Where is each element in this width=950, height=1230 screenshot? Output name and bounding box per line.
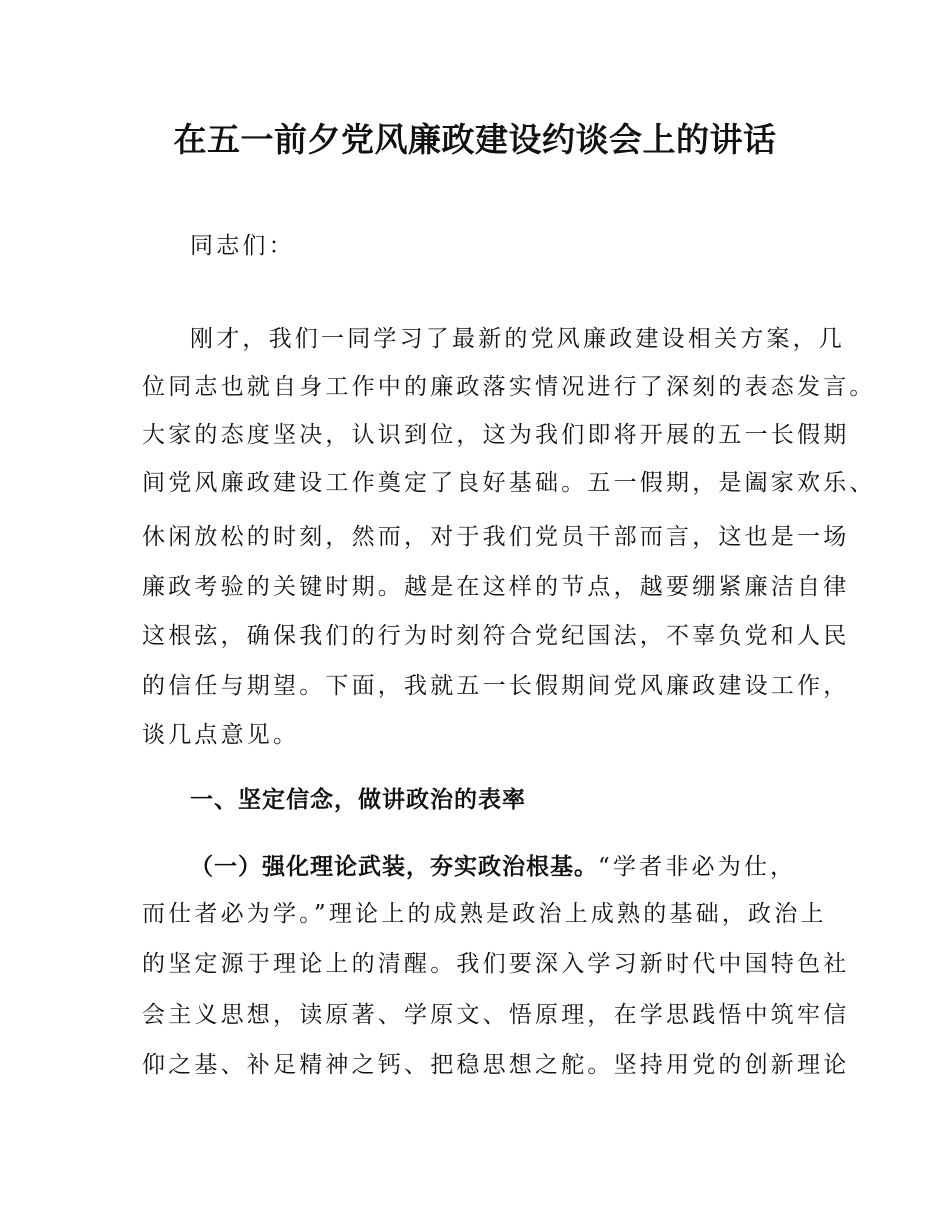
intro-line: 的信任与期望。下面，我就五一长假期间党风廉政建设工作，	[142, 673, 850, 699]
intro-line: 廉政考验的关键时期。越是在这样的节点，越要绷紧廉洁自律	[142, 574, 850, 600]
subsection-line: 的坚定源于理论上的清醒。我们要深入学习新时代中国特色社	[142, 951, 850, 977]
salutation: 同志们：	[190, 233, 295, 259]
section-heading: 一、坚定信念，做讲政治的表率	[190, 787, 526, 813]
intro-line: 这根弦，确保我们的行为时刻符合党纪国法，不辜负党和人民	[142, 623, 850, 649]
subsection-line: 会主义思想，读原著、学原文、悟原理，在学思践悟中筑牢信	[142, 1002, 850, 1028]
intro-line: 间党风廉政建设工作奠定了良好基础。五一假期，是阖家欢乐、	[142, 470, 876, 496]
intro-line: 谈几点意见。	[142, 722, 300, 748]
intro-line: 大家的态度坚决，认识到位，这为我们即将开展的五一长假期	[142, 422, 850, 448]
intro-line: 刚才，我们一同学习了最新的党风廉政建设相关方案，几	[190, 326, 845, 352]
subsection-first-line	[190, 842, 870, 892]
document-title: 在五一前夕党风廉政建设约谈会上的讲话	[173, 120, 777, 159]
intro-line: 位同志也就自身工作中的廉政落实情况进行了深刻的表态发言。	[142, 374, 876, 400]
subsection-line: 仰之基、补足精神之钙、把稳思想之舵。坚持用党的创新理论	[142, 1052, 850, 1078]
subsection-quote: “学者非必为仕，	[598, 854, 797, 880]
intro-line: 休闲放松的时刻，然而，对于我们党员干部而言，这也是一场	[142, 524, 850, 550]
subsection-line: 而仕者必为学。”理论上的成熟是政治上成熟的基础，政治上	[142, 901, 827, 927]
subsection-heading: （一）强化理论武装，夯实政治根基。	[190, 854, 598, 880]
